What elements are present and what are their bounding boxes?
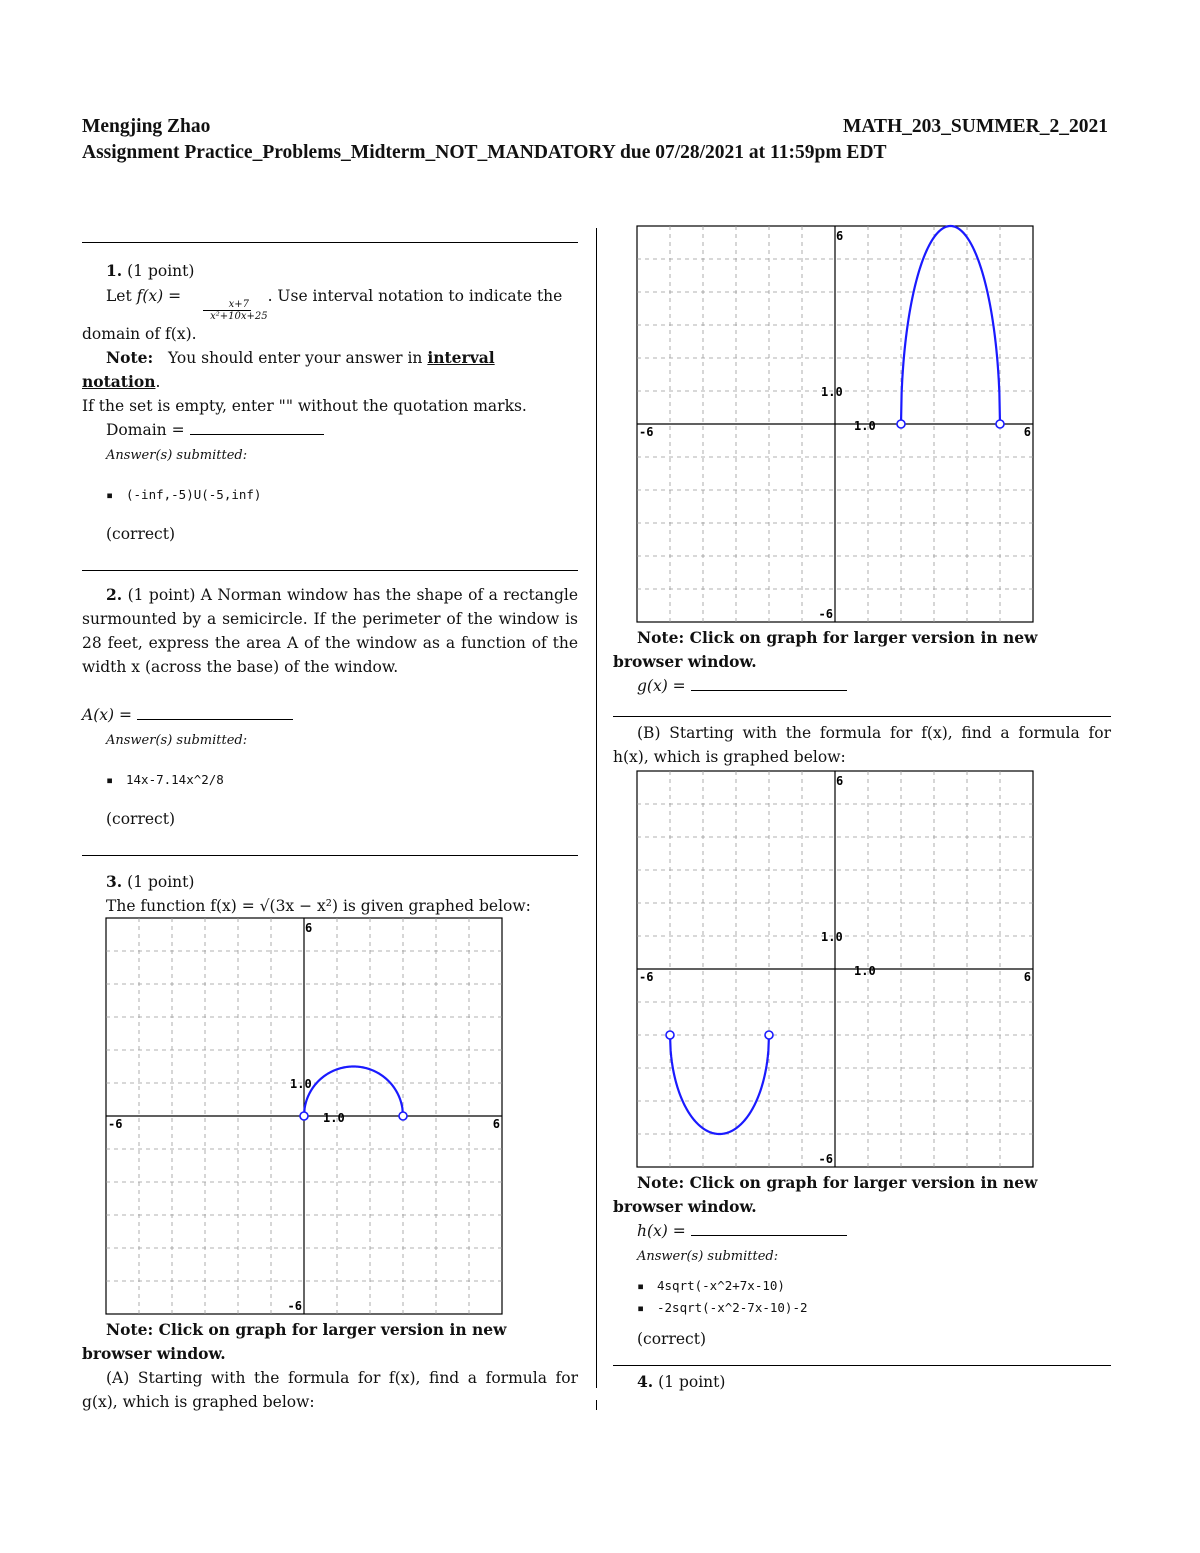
page-header: [82, 116, 1108, 138]
graph-h[interactable]: [635, 769, 1035, 1169]
answer-status: (correct): [106, 525, 176, 543]
problem-number: 3.: [106, 872, 123, 891]
problem-points: (1 point): [658, 1373, 726, 1391]
g-answer-field[interactable]: [691, 676, 847, 691]
open-endpoint: [897, 420, 905, 428]
student-name: Mengjing Zhao: [82, 116, 211, 137]
submitted-answer: ▪ (-inf,-5)U(-5,inf): [106, 484, 578, 506]
y-tick-label: 1.0: [821, 385, 843, 399]
part-a-text: (A) Starting with the formula for f(x), find a formula for g(x), which is graphed below:: [82, 1369, 578, 1411]
area-label: A(x) =: [82, 706, 132, 724]
y-min-label: -6: [818, 1152, 833, 1166]
problem-number: 4.: [637, 1372, 654, 1391]
answers-list: [613, 1275, 1111, 1319]
x-tick-label: 1.0: [854, 964, 876, 978]
function-fraction: [186, 299, 268, 322]
problem-1: 1. (1 point) Let f(x) = $\frac{x+7}{\text{x²+10x+25}}$ . Use interval notation to indicate the domain of f(x). Note: You should enter your answer in interval notation. If the set is empty, enter "" without the quotation marks. Domain = Answer(s) submitted: ▪ (-inf,-5)U(-5,inf) (correct): [82, 259, 578, 546]
open-endpoint: [996, 420, 1004, 428]
answer-status: (correct): [637, 1330, 707, 1348]
problem-text: A Norman window has the shape of a rectangle surmounted by a semicircle. If the perimeter of the window is 28 feet, express the area A of the window as a function of the width x (across the base) of the window.: [82, 586, 578, 676]
x-max-label: 6: [1023, 970, 1031, 984]
graph-note: Note: Click on graph for larger version in new browser window.: [613, 1173, 1038, 1216]
problem-points: (1 point): [127, 873, 195, 891]
column-divider-tick: [596, 1400, 597, 1410]
note-label: Note:: [106, 348, 154, 367]
domain-answer-field[interactable]: [190, 420, 324, 435]
right-column: [613, 224, 1111, 1394]
open-endpoint: [666, 1031, 674, 1039]
open-endpoint: [300, 1112, 308, 1120]
domain-label: Domain =: [106, 421, 185, 439]
y-tick-label: 1.0: [290, 1077, 312, 1091]
course-name: MATH_203_SUMMER_2_2021: [842, 116, 1108, 137]
y-max-label: 6: [836, 229, 844, 243]
x-min-label: -6: [639, 970, 654, 984]
g-label: g(x) =: [637, 677, 686, 695]
graph-note: Note: Click on graph for larger version in new browser window.: [613, 628, 1038, 671]
area-answer-field[interactable]: [137, 705, 293, 720]
submitted-answer: ▪ 14x-7.14x^2/8: [106, 769, 578, 791]
empty-set-note: If the set is empty, enter "" without the quotation marks.: [82, 397, 527, 415]
open-endpoint: [399, 1112, 407, 1120]
problem-divider: [82, 855, 578, 856]
problem-points: (1 point): [127, 586, 196, 604]
x-min-label: -6: [108, 1117, 123, 1131]
x-tick-label: 1.0: [854, 419, 876, 433]
y-max-label: 6: [305, 921, 313, 935]
answers-heading: Answer(s) submitted:: [106, 448, 248, 463]
instruction-text: . Use interval notation to indicate the: [267, 287, 563, 305]
x-max-label: 6: [492, 1117, 500, 1131]
assignment-title: Assignment Practice_Problems_Midterm_NOT_MANDATORY due 07/28/2021 at 11:59pm EDT: [82, 142, 887, 163]
interval-notation-link[interactable]: interval notation: [82, 348, 495, 391]
submitted-answer: ▪ 4sqrt(-x^2+7x-10): [637, 1275, 1111, 1297]
problem-divider: [82, 242, 578, 243]
problem-divider: [613, 1365, 1111, 1366]
problem-2: [82, 583, 578, 831]
h-label: h(x) =: [637, 1222, 686, 1240]
answers-heading: Answer(s) submitted:: [637, 1249, 779, 1264]
column-divider: [596, 228, 597, 1388]
function-label: f(x) =: [136, 287, 182, 305]
answers-list: [82, 484, 578, 506]
y-min-label: -6: [287, 1299, 302, 1313]
fraction-denominator: x²+10x+25: [210, 311, 268, 322]
graph-note: Note: Click on graph for larger version in new browser window.: [82, 1320, 507, 1363]
answers-heading: Answer(s) submitted:: [106, 733, 248, 748]
answers-list: [82, 769, 578, 791]
problem-divider: [613, 716, 1111, 717]
y-tick-label: 1.0: [821, 930, 843, 944]
answer-status: (correct): [106, 810, 176, 828]
problem-3: [82, 870, 578, 1414]
open-endpoint: [765, 1031, 773, 1039]
h-answer-field[interactable]: [691, 1221, 847, 1236]
function-intro: The function f(x) = √(3x − x²) is given graphed below:: [106, 897, 531, 915]
problem-number: 2.: [106, 585, 123, 604]
left-column: [82, 242, 578, 1414]
y-max-label: 6: [836, 774, 844, 788]
x-max-label: 6: [1023, 425, 1031, 439]
graph-f[interactable]: [104, 916, 504, 1316]
y-min-label: -6: [818, 607, 833, 621]
problem-divider: [82, 570, 578, 571]
problem-number: 1.: [106, 261, 123, 280]
fraction-numerator: x+7: [203, 299, 251, 311]
x-tick-label: 1.0: [323, 1111, 345, 1125]
let-text: Let: [106, 287, 132, 305]
instruction-text-2: domain of f(x).: [82, 325, 197, 343]
submitted-answer: ▪ -2sqrt(-x^2-7x-10)-2: [637, 1297, 1111, 1319]
note-text: You should enter your answer in: [168, 349, 423, 367]
graph-g[interactable]: [635, 224, 1035, 624]
part-b-text: (B) Starting with the formula for f(x), find a formula for h(x), which is graphed below:: [613, 724, 1111, 766]
x-min-label: -6: [639, 425, 654, 439]
problem-points: (1 point): [127, 262, 195, 280]
